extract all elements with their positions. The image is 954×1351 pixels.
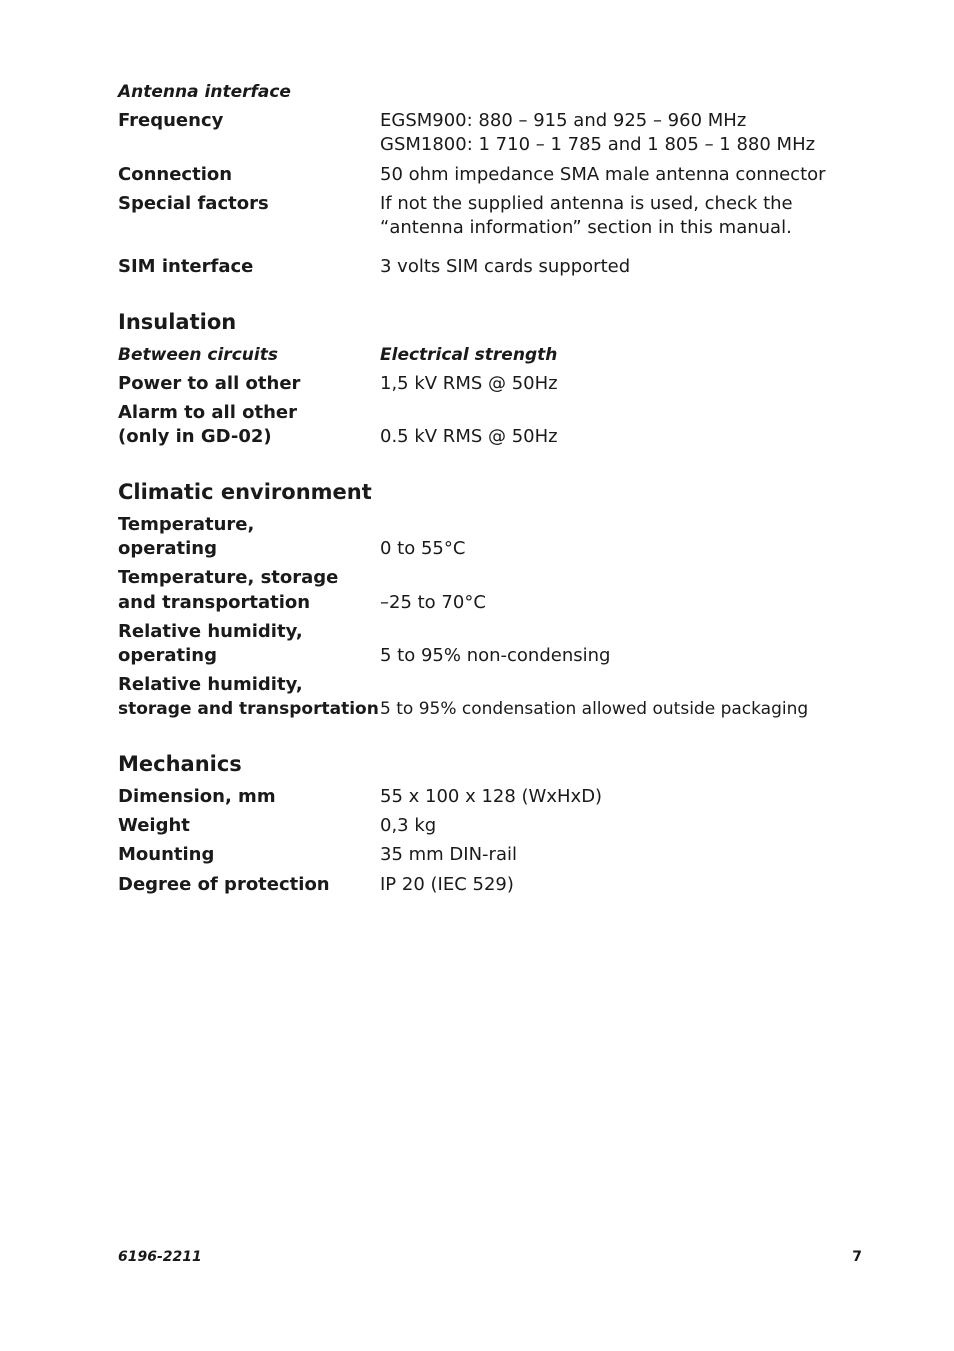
temp-operating-label-line1: Temperature, [118, 514, 255, 535]
humidity-storage-label-line1: Relative humidity, [118, 674, 303, 695]
humidity-operating-value: 5 to 95% non-condensing [380, 645, 611, 666]
connection-label: Connection [118, 164, 233, 185]
mounting-label: Mounting [118, 844, 215, 865]
frequency-label: Frequency [118, 110, 224, 131]
weight-label: Weight [118, 815, 190, 836]
between-circuits-header: Between circuits [118, 345, 278, 365]
special-factors-line1: If not the supplied antenna is used, check the [380, 193, 793, 214]
page-number: 7 [852, 1249, 862, 1265]
special-factors-label: Special factors [118, 193, 269, 214]
humidity-operating-label-line1: Relative humidity, [118, 621, 303, 642]
humidity-storage-value: 5 to 95% condensation allowed outside packaging [380, 699, 809, 719]
power-label: Power to all other [118, 373, 301, 394]
frequency-value-line2: GSM1800: 1 710 – 1 785 and 1 805 – 1 880 MHz [380, 134, 816, 155]
weight-value: 0,3 kg [380, 815, 437, 836]
protection-value: IP 20 (IEC 529) [380, 874, 514, 895]
sim-interface-value: 3 volts SIM cards supported [380, 256, 631, 277]
temp-storage-label-line1: Temperature, storage [118, 567, 339, 588]
protection-label: Degree of protection [118, 874, 330, 895]
humidity-operating-label-line2: operating [118, 645, 217, 666]
alarm-value: 0.5 kV RMS @ 50Hz [380, 426, 558, 447]
temp-operating-value: 0 to 55°C [380, 538, 466, 559]
electrical-strength-header: Electrical strength [380, 345, 558, 365]
special-factors-line2: “antenna information” section in this manual. [380, 217, 792, 238]
dimension-value: 55 x 100 x 128 (WxHxD) [380, 786, 603, 807]
document-number: 6196-2211 [118, 1249, 202, 1265]
humidity-storage-label-line2: storage and transportation [118, 699, 379, 719]
mounting-value: 35 mm DIN-rail [380, 844, 517, 865]
sim-interface-label: SIM interface [118, 256, 254, 277]
antenna-section-label: Antenna interface [118, 82, 291, 102]
power-value: 1,5 kV RMS @ 50Hz [380, 373, 558, 394]
alarm-label-line2: (only in GD-02) [118, 426, 272, 447]
mechanics-heading: Mechanics [118, 752, 242, 776]
connection-value: 50 ohm impedance SMA male antenna connector [380, 164, 826, 185]
temp-storage-label-line2: and transportation [118, 592, 311, 613]
temp-storage-value: –25 to 70°C [380, 592, 486, 613]
climatic-heading: Climatic environment [118, 480, 372, 504]
dimension-label: Dimension, mm [118, 786, 276, 807]
temp-operating-label-line2: operating [118, 538, 217, 559]
insulation-heading: Insulation [118, 310, 237, 334]
frequency-value-line1: EGSM900: 880 – 915 and 925 – 960 MHz [380, 110, 747, 131]
alarm-label-line1: Alarm to all other [118, 402, 298, 423]
